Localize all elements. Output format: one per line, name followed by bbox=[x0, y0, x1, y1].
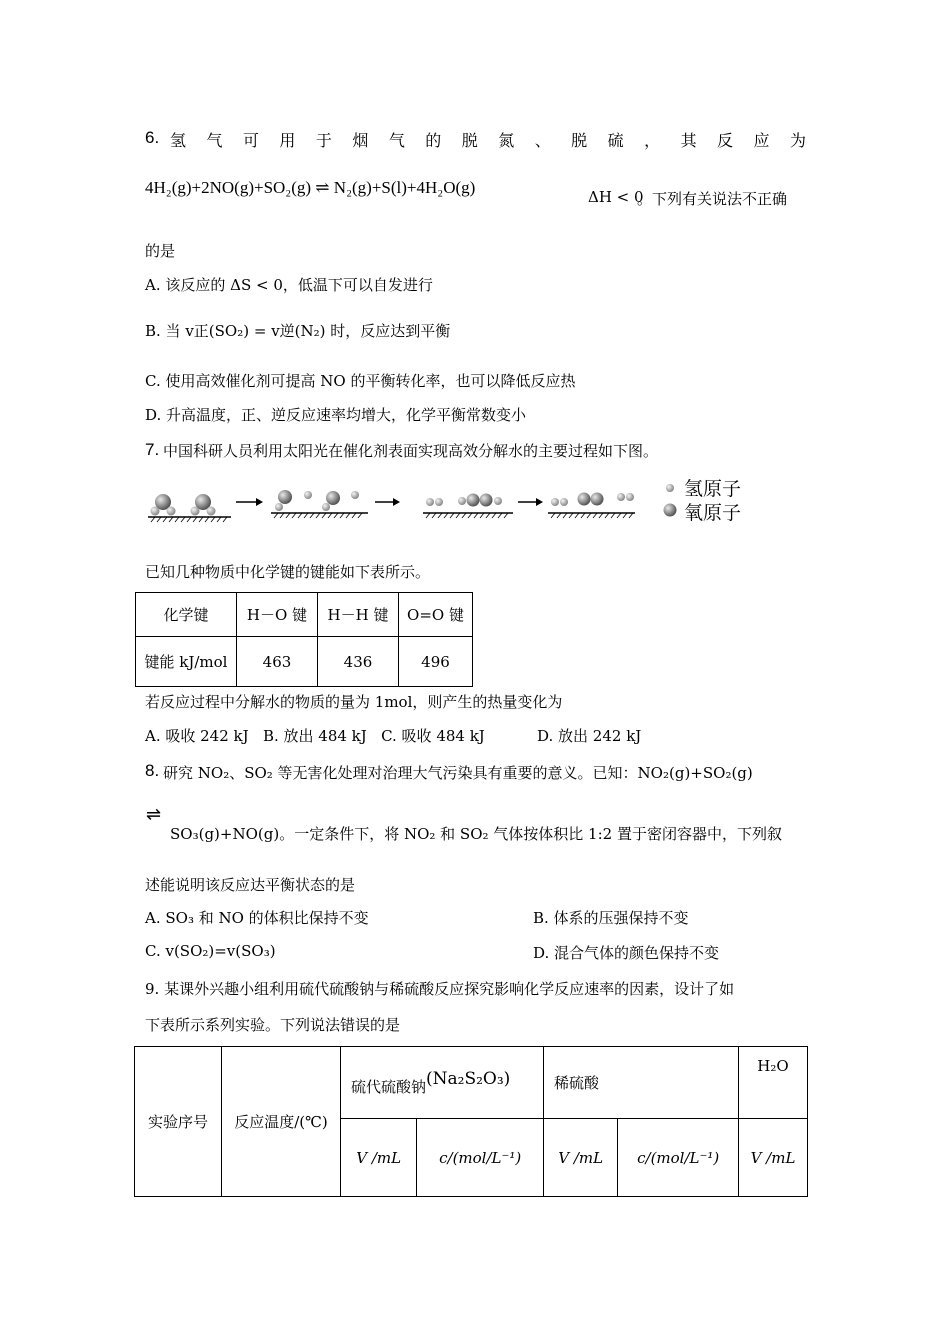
q8-option-b: B. 体系的压强保持不变 bbox=[533, 909, 689, 927]
q6-option-d: D. 升高温度，正、逆反应速率均增大，化学平衡常数变小 bbox=[145, 406, 527, 424]
q8-number: 8. bbox=[145, 761, 160, 780]
q6-number: 6. bbox=[145, 128, 160, 147]
header-o-o: O=O 键 bbox=[399, 593, 473, 637]
q6-delta-h: ΔH < 0 bbox=[588, 188, 644, 206]
catalyst-surface-1 bbox=[148, 494, 231, 522]
q8-line2: SO₃(g)+NO(g)。一定条件下，将 NO₂ 和 SO₂ 气体按体积比 1:2 置于密闭容器中，下列叙 bbox=[170, 825, 782, 843]
water-splitting-diagram bbox=[143, 470, 763, 530]
legend-oxygen-label: 氧原子 bbox=[684, 502, 742, 524]
q6-stem-line bbox=[170, 128, 806, 151]
q6-stem-char: 气 bbox=[388, 131, 405, 150]
header-dilute-sulfuric-acid: 稀硫酸 bbox=[544, 1047, 739, 1119]
header-bond: 化学键 bbox=[136, 593, 237, 637]
subheader-acid-concentration: c/(mol/L⁻¹) bbox=[618, 1119, 739, 1197]
subheader-water-volume: V /mL bbox=[739, 1119, 808, 1197]
legend-hydrogen-marker bbox=[666, 484, 674, 492]
q6-stem-char: 烟 bbox=[352, 131, 369, 150]
q7-stem: 中国科研人员利用太阳光在催化剂表面实现高效分解水的主要过程如下图。 bbox=[163, 442, 659, 460]
header-temperature: 反应温度/(℃) bbox=[222, 1047, 341, 1197]
q6-equation: 4H₂(g)+2NO(g)+SO₂(g) ⇌ N₂(g)+S(l)+4H₂O(g) bbox=[145, 178, 476, 197]
subheader-na-volume: V /mL bbox=[341, 1119, 417, 1197]
q6-stem-char: 氢 bbox=[170, 131, 187, 150]
q6-stem-char: ， bbox=[644, 131, 661, 150]
q6-option-c: C. 使用高效催化剂可提高 NO 的平衡转化率，也可以降低反应热 bbox=[145, 372, 576, 390]
catalyst-surface-2 bbox=[271, 490, 368, 518]
q6-stem-char: 反 bbox=[717, 131, 734, 150]
q8-equilibrium-arrow: ⇌ bbox=[146, 804, 162, 825]
row-label: 键能 kJ/mol bbox=[136, 637, 237, 687]
value-h-h: 436 bbox=[318, 637, 399, 687]
header-h-h: H－H 键 bbox=[318, 593, 399, 637]
q6-stem-char: 为 bbox=[789, 131, 806, 150]
q6-stem-tail: 。下列有关说法不正确 bbox=[637, 190, 788, 208]
q8-option-a: A. SO₃ 和 NO 的体积比保持不变 bbox=[145, 909, 369, 927]
q7-options-abc: A. 吸收 242 kJ B. 放出 484 kJ C. 吸收 484 kJ bbox=[145, 727, 485, 745]
q8-line3: 述能说明该反应达平衡状态的是 bbox=[145, 876, 356, 894]
q6-stem-char: 、 bbox=[534, 131, 551, 150]
q6-stem-char: 其 bbox=[680, 131, 697, 150]
q6-option-a: A. 该反应的 ΔS < 0，低温下可以自发进行 bbox=[145, 276, 433, 294]
q6-stem-char: 可 bbox=[242, 131, 259, 150]
q9-line2: 下表所示系列实验。下列说法错误的是 bbox=[145, 1016, 401, 1034]
subheader-acid-volume: V /mL bbox=[544, 1119, 618, 1197]
legend-hydrogen-label: 氢原子 bbox=[684, 478, 742, 500]
bond-energy-table bbox=[135, 592, 473, 687]
header-water: H₂O bbox=[739, 1047, 808, 1119]
legend-oxygen-marker bbox=[664, 504, 677, 517]
catalyst-surface-4 bbox=[548, 493, 635, 519]
q7-option-d: D. 放出 242 kJ bbox=[537, 727, 642, 745]
q7-table-intro: 已知几种物质中化学键的键能如下表所示。 bbox=[145, 563, 431, 581]
q8-option-c: C. v(SO₂)=v(SO₃) bbox=[145, 942, 276, 960]
header-sodium-thiosulfate-label: 硫代硫酸钠 bbox=[351, 1077, 427, 1096]
q6-option-b: B. 当 v正(SO₂) = v逆(N₂) 时，反应达到平衡 bbox=[145, 322, 451, 340]
q6-stem-char: 硫 bbox=[607, 131, 624, 150]
experiment-table bbox=[134, 1046, 808, 1197]
q7-number: 7. bbox=[145, 440, 160, 459]
value-h-o: 463 bbox=[237, 637, 318, 687]
q7-question: 若反应过程中分解水的物质的量为 1mol，则产生的热量变化为 bbox=[145, 693, 563, 711]
header-experiment-no: 实验序号 bbox=[135, 1047, 222, 1197]
q6-stem-end: 的是 bbox=[145, 242, 176, 260]
value-o-o: 496 bbox=[399, 637, 473, 687]
header-h-o: H－O 键 bbox=[237, 593, 318, 637]
q6-stem-char: 用 bbox=[279, 131, 296, 150]
q9-line1: 9. 某课外兴趣小组利用硫代硫酸钠与稀硫酸反应探究影响化学反应速率的因素，设计了如 bbox=[145, 980, 735, 998]
q6-stem-char: 脱 bbox=[461, 131, 478, 150]
q6-stem-char: 应 bbox=[753, 131, 770, 150]
subheader-na-concentration: c/(mol/L⁻¹) bbox=[417, 1119, 544, 1197]
header-sodium-thiosulfate-formula: (Na₂S₂O₃) bbox=[426, 1068, 511, 1089]
header-sodium-thiosulfate bbox=[341, 1047, 544, 1119]
q6-stem-char: 氮 bbox=[498, 131, 515, 150]
q6-stem-char: 气 bbox=[206, 131, 223, 150]
q6-stem-char: 脱 bbox=[571, 131, 588, 150]
q8-line1: 研究 NO₂、SO₂ 等无害化处理对治理大气污染具有重要的意义。已知：NO₂(g)+SO₂(g) bbox=[163, 764, 753, 782]
q6-stem-char: 于 bbox=[315, 131, 332, 150]
q6-stem-char: 的 bbox=[425, 131, 442, 150]
catalyst-surface-3 bbox=[423, 494, 513, 519]
q8-option-d: D. 混合气体的颜色保持不变 bbox=[533, 944, 720, 962]
